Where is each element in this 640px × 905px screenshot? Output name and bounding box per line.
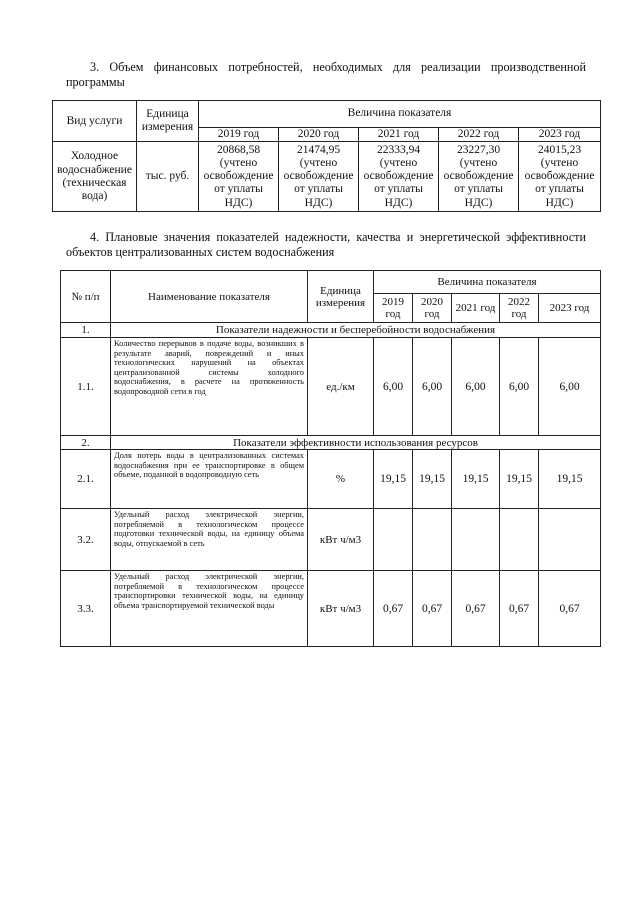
value-cell: 23227,30 (учтено освобождение от уплаты НДС)	[439, 142, 519, 212]
group-title: Показатели надежности и бесперебойности водоснабжения	[111, 323, 601, 338]
row-unit: ед./км	[308, 338, 374, 436]
header-value: Величина показателя	[199, 101, 601, 128]
year-header: 2023 год	[539, 294, 601, 323]
row-num: 3.3.	[61, 571, 111, 647]
row-name: Доля потерь воды в централизованных системах водоснабжения при ее транспортировке в общем объеме, поданной в водопроводную сеть	[111, 450, 308, 509]
year-header: 2023 год	[519, 128, 601, 142]
section-4-heading: 4. Плановые значения показателей надежности, качества и энергетической эффективности объектов централизованных систем водоснабжения	[66, 230, 586, 259]
row-value: 19,15	[539, 450, 601, 509]
unit-cell: тыс. руб.	[137, 142, 199, 212]
header-unit: Единица измерения	[308, 271, 374, 323]
header-name: Наименование показателя	[111, 271, 308, 323]
value-cell: 24015,23 (учтено освобождение от уплаты НДС)	[519, 142, 601, 212]
year-header: 2020 год	[413, 294, 452, 323]
row-value: 19,15	[500, 450, 539, 509]
year-header: 2021 год	[359, 128, 439, 142]
row-value: 6,00	[500, 338, 539, 436]
row-value: 6,00	[413, 338, 452, 436]
year-header: 2019 год	[199, 128, 279, 142]
year-header: 2021 год	[452, 294, 500, 323]
row-value: 19,15	[374, 450, 413, 509]
row-value: 19,15	[452, 450, 500, 509]
header-service: Вид услуги	[53, 101, 137, 142]
row-value: 6,00	[374, 338, 413, 436]
row-value: 0,67	[539, 571, 601, 647]
group-title: Показатели эффективности использования ресурсов	[111, 436, 601, 450]
year-header: 2019 год	[374, 294, 413, 323]
row-value: 6,00	[452, 338, 500, 436]
row-value: 0,67	[452, 571, 500, 647]
header-value: Величина показателя	[374, 271, 601, 294]
group-num: 2.	[61, 436, 111, 450]
row-unit: кВт ч/м3	[308, 509, 374, 571]
row-value	[500, 509, 539, 571]
row-value	[539, 509, 601, 571]
row-num: 1.1.	[61, 338, 111, 436]
financial-needs-table	[52, 100, 601, 212]
row-name: Количество перерывов в подаче воды, возникших в результате аварий, повреждений и иных технологических нарушений на объектах централизованной системы холодного водоснабжения, в расчете на протяженность водопроводной сети в год	[111, 338, 308, 436]
row-unit: кВт ч/м3	[308, 571, 374, 647]
value-cell: 20868,58 (учтено освобождение от уплаты НДС)	[199, 142, 279, 212]
row-name: Удельный расход электрической энергии, потребляемой в технологическом процессе подготовки технической воды, на единицу объема воды, отпускаемой в сеть	[111, 509, 308, 571]
year-header: 2020 год	[279, 128, 359, 142]
row-value	[452, 509, 500, 571]
value-cell: 22333,94 (учтено освобождение от уплаты НДС)	[359, 142, 439, 212]
row-value: 0,67	[413, 571, 452, 647]
row-value: 0,67	[374, 571, 413, 647]
group-num: 1.	[61, 323, 111, 338]
row-num: 2.1.	[61, 450, 111, 509]
year-header: 2022 год	[500, 294, 539, 323]
row-value	[413, 509, 452, 571]
indicators-table	[60, 270, 601, 647]
value-cell: 21474,95 (учтено освобождение от уплаты НДС)	[279, 142, 359, 212]
section-3-heading: 3. Объем финансовых потребностей, необходимых для реализации производственной программы	[66, 60, 586, 89]
header-unit: Единица измерения	[137, 101, 199, 142]
year-header: 2022 год	[439, 128, 519, 142]
header-num: № п/п	[61, 271, 111, 323]
service-cell: Холодное водоснабжение (техническая вода)	[53, 142, 137, 212]
row-num: 3.2.	[61, 509, 111, 571]
row-name: Удельный расход электрической энергии, потребляемой в технологическом процессе транспортировки технической воды, на единицу объема транспортируемой технической воды	[111, 571, 308, 647]
row-value: 19,15	[413, 450, 452, 509]
row-value: 6,00	[539, 338, 601, 436]
row-value: 0,67	[500, 571, 539, 647]
row-unit: %	[308, 450, 374, 509]
row-value	[374, 509, 413, 571]
